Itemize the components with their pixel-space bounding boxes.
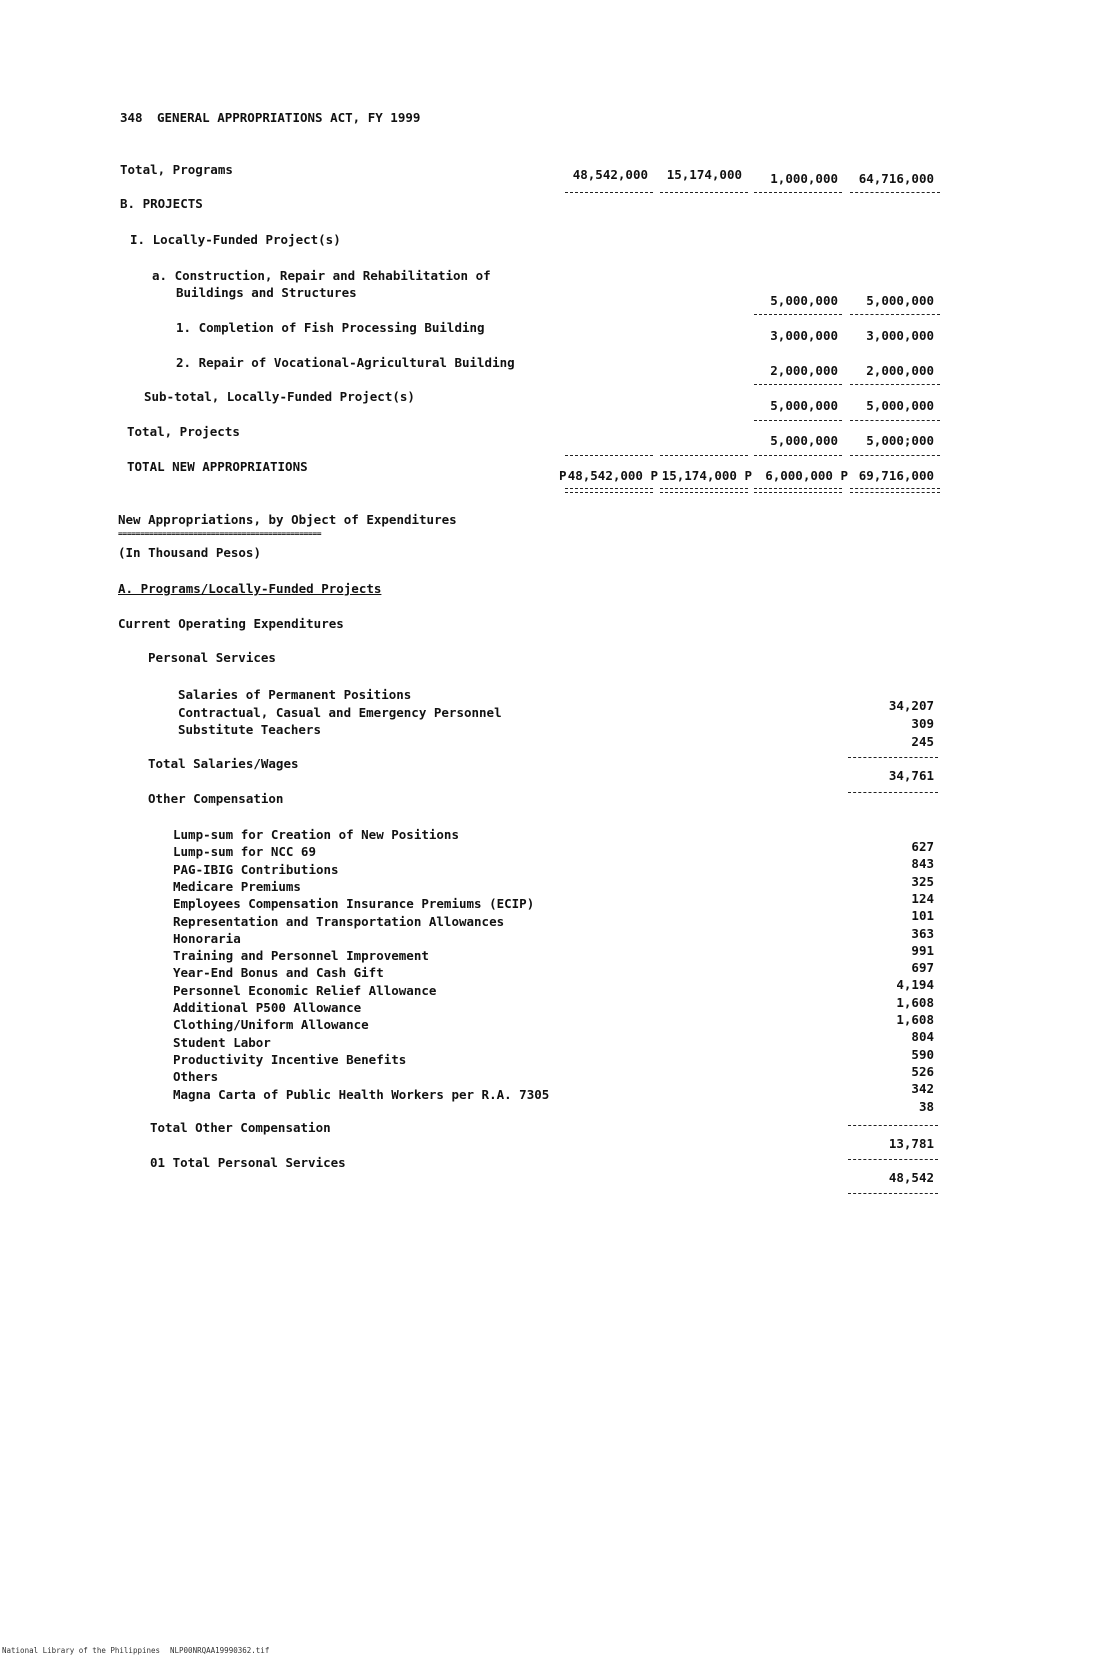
other-comp-value: 526 [911, 1063, 934, 1079]
unit-label: (In Thousand Pesos) [118, 545, 261, 560]
item2-rule-3 [754, 384, 842, 385]
page-header-title: GENERAL APPROPRIATIONS ACT, FY 1999 [157, 110, 421, 125]
other-comp-value: 590 [911, 1046, 934, 1062]
other-comp-label: Other Compensation [148, 791, 284, 806]
other-comp-value: 4,194 [896, 977, 934, 993]
subtotal-rule-3 [754, 420, 842, 421]
total-programs-col2: 15,174,000 [666, 167, 742, 182]
other-comp-value: 124 [911, 890, 934, 906]
other-comp-rule-top [848, 1125, 938, 1126]
other-comp-item: Employees Compensation Insurance Premiums (ECIP) [173, 896, 535, 912]
footer-file: NLP00NRQAA19990362.tif [170, 1646, 270, 1655]
subtotal-label: Sub-total, Locally-Funded Project(s) [144, 389, 415, 404]
other-comp-item: Magna Carta of Public Health Workers per R.A. 7305 [173, 1086, 550, 1102]
programs-rule-4 [850, 192, 940, 193]
other-comp-item: Productivity Incentive Benefits [173, 1051, 407, 1067]
salary-value: 309 [911, 716, 934, 731]
total-new-label: TOTAL NEW APPROPRIATIONS [127, 459, 308, 474]
other-comp-item: Clothing/Uniform Allowance [173, 1017, 369, 1033]
item2-col3: 2,000,000 [770, 363, 838, 378]
other-comp-item: Others [173, 1069, 219, 1085]
other-comp-value: 363 [911, 925, 934, 941]
construction-col3: 5,000,000 [770, 293, 838, 308]
total-ps-rule [848, 1193, 938, 1194]
total-new-drule-1 [565, 488, 653, 493]
total-projects-col3: 5,000,000 [770, 433, 838, 448]
total-projects-col4: 5,000;000 [866, 433, 934, 448]
total-ps-label: 01 Total Personal Services [150, 1155, 346, 1170]
other-comp-item: Year-End Bonus and Cash Gift [173, 965, 384, 981]
object-title: New Appropriations, by Object of Expenditures [118, 512, 457, 527]
total-new-col4: 69,716,000 [858, 468, 934, 483]
total-new-col3: 6,000,000 P [765, 468, 848, 483]
projects-rule-4 [850, 455, 940, 456]
salary-value: 245 [911, 734, 934, 749]
total-new-col2: 15,174,000 P [661, 468, 752, 483]
programs-rule-2 [660, 192, 748, 193]
salary-item: Contractual, Casual and Emergency Personnel [178, 705, 502, 720]
locally-funded-heading: I. Locally-Funded Project(s) [130, 232, 341, 247]
item1-col3: 3,000,000 [770, 328, 838, 343]
projects-heading: B. PROJECTS [120, 196, 203, 211]
salaries-rule-bottom [848, 792, 938, 793]
total-programs-col1: 48,542,000 [572, 167, 648, 182]
other-comp-value: 697 [911, 960, 934, 976]
projects-rule-3 [754, 455, 842, 456]
total-programs-label: Total, Programs [120, 162, 233, 177]
subtotal-col3: 5,000,000 [770, 398, 838, 413]
page-number: 348 [120, 110, 143, 125]
subtotal-col4: 5,000,000 [866, 398, 934, 413]
other-comp-item: Personnel Economic Relief Allowance [173, 982, 437, 998]
other-comp-value: 1,608 [896, 994, 934, 1010]
salary-item: Substitute Teachers [178, 722, 321, 737]
other-comp-value: 627 [911, 839, 934, 854]
other-comp-item: PAG-IBIG Contributions [173, 861, 339, 877]
programs-rule-1 [565, 192, 653, 193]
item1-label: 1. Completion of Fish Processing Building [176, 320, 485, 335]
other-comp-value: 991 [911, 942, 934, 958]
total-new-drule-2 [660, 488, 748, 493]
other-comp-item: Student Labor [173, 1034, 271, 1050]
construction-rule-4 [850, 314, 940, 315]
other-comp-item: Lump-sum for Creation of New Positions [173, 827, 459, 842]
other-comp-value: 804 [911, 1029, 934, 1045]
total-new-col1: 48,542,000 P [567, 468, 658, 483]
salaries-rule-top [848, 757, 938, 758]
item1-col4: 3,000,000 [866, 328, 934, 343]
item2-col4: 2,000,000 [866, 363, 934, 378]
other-comp-item: Lump-sum for NCC 69 [173, 844, 316, 860]
item2-label: 2. Repair of Vocational-Agricultural Building [176, 355, 515, 370]
other-comp-item: Additional P500 Allowance [173, 1000, 362, 1015]
subtotal-rule-4 [850, 420, 940, 421]
total-projects-label: Total, Projects [127, 424, 240, 439]
other-comp-value: 38 [918, 1098, 934, 1114]
total-ps-value: 48,542 [888, 1170, 934, 1185]
construction-rule-3 [754, 314, 842, 315]
salary-item: Salaries of Permanent Positions [178, 687, 412, 702]
salary-value: 34,207 [888, 698, 934, 713]
footer-library: National Library of the Philippines [2, 1646, 161, 1655]
total-salaries-value: 34,761 [888, 768, 934, 783]
total-programs-col3: 1,000,000 [770, 171, 838, 186]
total-other-value: 13,781 [888, 1136, 934, 1151]
other-comp-item: Representation and Transportation Allowances [173, 913, 505, 929]
total-salaries-label: Total Salaries/Wages [148, 756, 299, 771]
other-comp-value: 843 [911, 856, 934, 872]
projects-rule-1 [565, 455, 653, 456]
other-comp-item: Honoraria [173, 930, 241, 946]
other-comp-rule-bottom [848, 1159, 938, 1160]
peso-sign: P [559, 468, 567, 483]
construction-col4: 5,000,000 [866, 293, 934, 308]
other-comp-value: 101 [911, 908, 934, 924]
other-comp-value: 1,608 [896, 1012, 934, 1027]
object-title-rule: ============================================== [118, 529, 322, 538]
current-opex-label: Current Operating Expenditures [118, 616, 344, 631]
construction-line2: Buildings and Structures [176, 285, 357, 300]
total-programs-col4: 64,716,000 [858, 171, 934, 186]
construction-line1: a. Construction, Repair and Rehabilitation of [152, 268, 491, 283]
item2-rule-4 [850, 384, 940, 385]
total-new-drule-4 [850, 488, 940, 493]
projects-rule-2 [660, 455, 748, 456]
other-comp-item: Medicare Premiums [173, 878, 301, 894]
total-other-label: Total Other Compensation [150, 1120, 331, 1135]
other-comp-value: 325 [911, 873, 934, 889]
other-comp-item: Training and Personnel Improvement [173, 948, 429, 964]
other-comp-value: 342 [911, 1081, 934, 1097]
personal-services-label: Personal Services [148, 650, 276, 665]
total-new-drule-3 [754, 488, 842, 493]
programs-rule-3 [754, 192, 842, 193]
section-subtitle: A. Programs/Locally-Funded Projects [118, 581, 382, 596]
